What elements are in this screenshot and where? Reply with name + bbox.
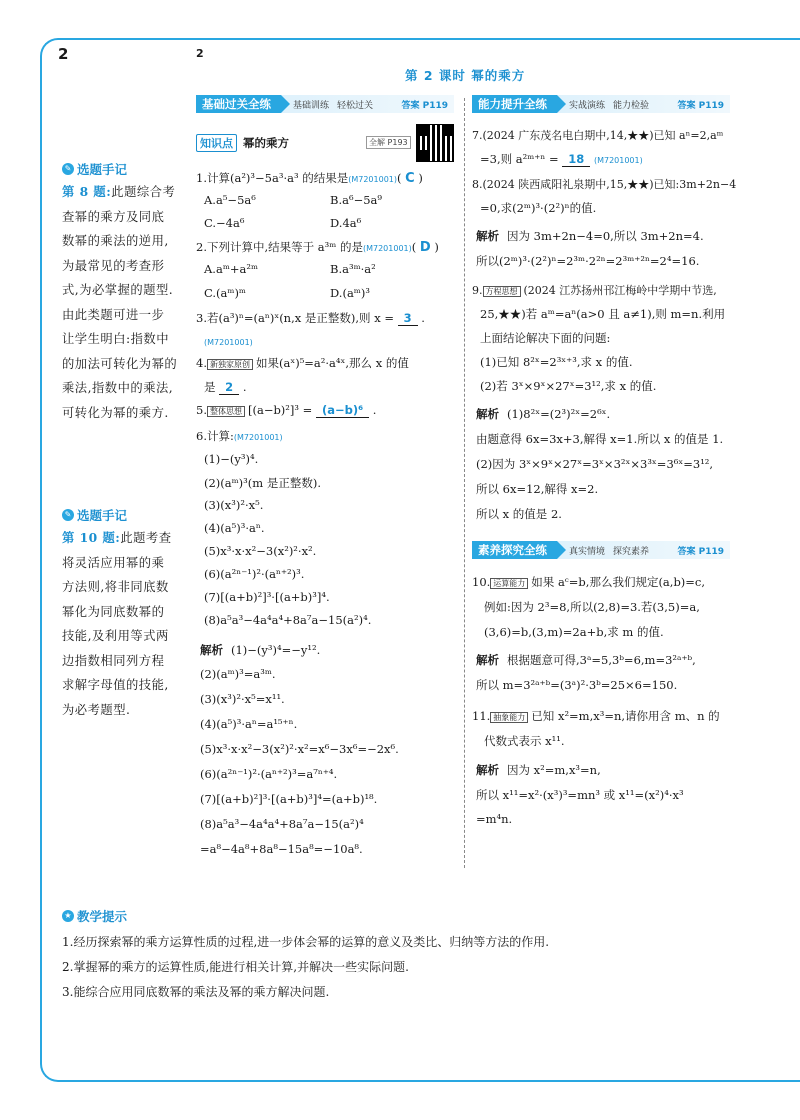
banner-sub: 基础训练 bbox=[293, 100, 330, 111]
lesson-title: 第 2 课时 幂的乘方 bbox=[405, 68, 526, 83]
note-lead: 第 10 题: bbox=[62, 530, 121, 545]
sub-item: (5)x³·x·x²−3(x²)²·x². bbox=[204, 544, 317, 558]
note-line: 为最常见的考查形 bbox=[62, 258, 165, 273]
question-code: (M7201001) bbox=[593, 156, 643, 165]
question-text: (3,6)=b,(3,m)=2a+b,求 m 的值. bbox=[484, 625, 664, 639]
teaching-tips-title bbox=[62, 907, 127, 925]
question-8-text: =0,求(2ᵐ)³·(2²)ⁿ的值. bbox=[480, 201, 597, 215]
note-line: 此题考查 bbox=[120, 531, 172, 545]
question-text: 如果 aᶜ=b,那么我们规定(a,b)=c, bbox=[531, 575, 706, 589]
note-lead: 第 8 题: bbox=[62, 184, 112, 199]
question-11 bbox=[472, 708, 720, 724]
fill-answer: (a−b)⁶ bbox=[316, 403, 369, 418]
answer-ref: 答案 P119 bbox=[401, 100, 448, 111]
question-text: 2.下列计算中,结果等于 a³ᵐ 的是 bbox=[196, 240, 363, 254]
note-title-text: 选题手记 bbox=[77, 162, 128, 177]
question-code: (M7201001) bbox=[233, 433, 283, 442]
question-5: 5. 整体思想 [(a−b)²]³ = (a−b)⁶ . bbox=[196, 403, 377, 417]
solution-line: (3)(x³)²·x⁵=x¹¹. bbox=[200, 692, 285, 706]
pencil-icon: ✎ bbox=[62, 163, 74, 175]
qr-code-icon bbox=[416, 124, 454, 162]
note-line: 的加法可转化为幂的 bbox=[62, 356, 178, 371]
solution-line: (5)x³·x·x²−3(x²)²·x²=x⁶−3x⁶=−2x⁶. bbox=[200, 742, 399, 756]
solution-9 bbox=[476, 406, 610, 422]
option: D.(aᵐ)³ bbox=[330, 286, 370, 300]
note-line: 式,为必掌握的题型. bbox=[62, 283, 174, 297]
solution-label: 解析 bbox=[476, 229, 499, 243]
full-solution-ref: 全解 P193 bbox=[366, 136, 411, 149]
banner-sub: 能力检验 bbox=[613, 100, 650, 111]
banner-tag: 能力提升全练 bbox=[472, 95, 557, 113]
question-text: 例如:因为 2³=8,所以(2,8)=3.若(3,5)=a, bbox=[484, 600, 700, 614]
solution-line: =m⁴n. bbox=[476, 812, 513, 826]
sidebar-note-1 bbox=[62, 180, 184, 425]
skill-badge: 运算能力 bbox=[490, 578, 528, 589]
banner-sub: 探究素养 bbox=[613, 546, 650, 557]
solution-line: (7)[(a+b)²]³·[(a+b)³]⁴=(a+b)¹⁸. bbox=[200, 792, 378, 806]
solution-6 bbox=[200, 642, 320, 658]
banner-sub: 真实情境 bbox=[569, 546, 606, 557]
option: D.4a⁶ bbox=[330, 216, 362, 230]
solution-label: 解析 bbox=[476, 407, 499, 421]
banner-sub: 实战演练 bbox=[569, 100, 606, 111]
note-line: 为必考题型. bbox=[62, 702, 131, 717]
solution-line: (4)(a⁵)³·aⁿ=a¹⁵⁺ⁿ. bbox=[200, 717, 298, 731]
question-text: 上面结论解决下面的问题: bbox=[480, 331, 611, 345]
question-6 bbox=[196, 428, 283, 444]
note-line: 将灵活应用幂的乘 bbox=[62, 555, 165, 570]
note-line: 幂化为同底数幂的 bbox=[62, 604, 165, 619]
solution-line: (6)(a²ⁿ⁻¹)²·(aⁿ⁺²)³=a⁷ⁿ⁺⁴. bbox=[200, 767, 338, 781]
method-badge: 整体思想 bbox=[207, 406, 245, 417]
question-number: 11. bbox=[472, 709, 491, 723]
option: B.a³ᵐ·a² bbox=[330, 262, 376, 276]
teaching-title-text: 教学提示 bbox=[77, 909, 128, 924]
question-4: 4. 新独家原创 如果(aˣ)⁵=a²·a⁴ˣ,那么 x 的值 bbox=[196, 356, 409, 370]
banner-tag: 素养探究全练 bbox=[472, 541, 557, 559]
question-code: (M7201001) bbox=[348, 175, 397, 184]
teaching-line: 3.能综合应用同底数幂的乘法及幂的乘方解决问题. bbox=[62, 985, 330, 999]
solution-8 bbox=[476, 228, 704, 244]
note-line: 让学生明白:指数中 bbox=[62, 332, 170, 346]
solution-line: (1)8²ˣ=(2³)²ˣ=2⁶ˣ. bbox=[507, 407, 611, 421]
note-line: 边指数相同列方程 bbox=[62, 653, 165, 668]
basic-banner bbox=[196, 95, 454, 113]
question-text: (2024 江苏扬州邗江梅岭中学期中节选, bbox=[523, 284, 717, 297]
ability-banner bbox=[472, 95, 730, 113]
pencil-icon: ✎ bbox=[62, 509, 74, 521]
question-text: 如果(aˣ)⁵=a²·a⁴ˣ,那么 x 的值 bbox=[255, 356, 409, 370]
note-line: 方法则,将非同底数 bbox=[62, 580, 169, 594]
question-text: 已知 x²=m,x³=n,请你用含 m、n 的 bbox=[531, 709, 720, 723]
solution-line: (1)−(y³)⁴=−y¹². bbox=[231, 643, 321, 657]
sub-item: (4)(a⁵)³·aⁿ. bbox=[204, 521, 265, 535]
solution-line: 所以(2ᵐ)³·(2²)ⁿ=2³ᵐ·2²ⁿ=2³ᵐ⁺²ⁿ=2⁴=16. bbox=[476, 254, 700, 268]
question-3: 3.若(a³)ⁿ=(aⁿ)ˣ(n,x 是正整数),则 x = 3 . bbox=[196, 311, 425, 325]
page-number: 2 bbox=[58, 45, 69, 63]
note-line: 技能,及利用等式两 bbox=[62, 629, 169, 643]
note-line: 可转化为幂的乘方. bbox=[62, 405, 169, 420]
sidebar-note-2 bbox=[62, 526, 184, 722]
column-divider bbox=[464, 98, 465, 868]
note-title-text: 选题手记 bbox=[77, 508, 128, 523]
original-badge: 新独家原创 bbox=[207, 359, 253, 370]
question-code bbox=[204, 334, 253, 348]
knowledge-point bbox=[196, 134, 289, 152]
answer-ref: 答案 P119 bbox=[677, 546, 724, 557]
option: C.−4a⁶ bbox=[204, 216, 245, 230]
note-line: 乘法,指数中的乘法, bbox=[62, 381, 174, 395]
solution-line: 所以 x¹¹=x²·(x³)³=mn³ 或 x¹¹=(x²)⁴·x³ bbox=[476, 788, 684, 802]
sub-item: (7)[(a+b)²]³·[(a+b)³]⁴. bbox=[204, 590, 330, 604]
note-line: 查幂的乘方及同底 bbox=[62, 209, 165, 224]
answer-ref: 答案 P119 bbox=[677, 100, 724, 111]
question-2: 2.下列计算中,结果等于 a³ᵐ 的是(M7201001)( D ) bbox=[196, 240, 439, 255]
question-text: 25,★★)若 aᵐ=aⁿ(a>0 且 a≠1),则 m=n.利用 bbox=[480, 307, 726, 321]
solution-line: 根据题意可得,3ᵃ=5,3ᵇ=6,m=3²ᵃ⁺ᵇ, bbox=[507, 653, 696, 667]
question-4-answer: 是 2 . bbox=[204, 380, 247, 394]
sidebar-note-title bbox=[62, 160, 127, 178]
solution-line: 因为 x²=m,x³=n, bbox=[507, 763, 601, 777]
question-number: 10. bbox=[472, 575, 491, 589]
solution-10 bbox=[476, 652, 696, 668]
question-text: 是 bbox=[204, 380, 216, 394]
question-7-line2 bbox=[480, 151, 643, 167]
solution-label: 解析 bbox=[476, 763, 499, 777]
question-text: (1)已知 8²ˣ=2³ˣ⁺³,求 x 的值. bbox=[480, 355, 633, 369]
option: C.(aᵐ)ᵐ bbox=[204, 286, 246, 300]
sub-item: (8)a⁵a³−4a⁴a⁴+8a⁷a−15(a²)⁴. bbox=[204, 613, 372, 627]
option: A.a⁵−5a⁶ bbox=[204, 193, 256, 207]
answer-choice: D bbox=[419, 240, 431, 255]
teaching-line: 2.掌握幂的乘方的运算性质,能进行相关计算,并解决一些实际问题. bbox=[62, 960, 409, 974]
solution-label: 解析 bbox=[200, 643, 223, 657]
option: A.aᵐ+a²ᵐ bbox=[204, 262, 259, 276]
solution-label: 解析 bbox=[476, 653, 499, 667]
question-text: 6.计算: bbox=[196, 429, 234, 443]
knowledge-box: 知识点 bbox=[196, 134, 237, 152]
solution-line: =a⁸−4a⁸+8a⁸−15a⁸=−10a⁸. bbox=[200, 842, 363, 856]
question-text: 代数式表示 x¹¹. bbox=[484, 734, 565, 748]
solution-line: 所以 6x=12,解得 x=2. bbox=[476, 482, 599, 496]
sub-item: (1)−(y³)⁴. bbox=[204, 452, 259, 466]
code-text: (M7201001) bbox=[204, 338, 253, 347]
option: B.a⁶−5a⁹ bbox=[330, 193, 382, 207]
page-number-small: 2 bbox=[196, 47, 204, 60]
fill-answer: 18 bbox=[562, 152, 590, 167]
question-text: 1.计算(a²)³−5a³·a³ 的结果是 bbox=[196, 171, 349, 185]
note-line: 由此类题可进一步 bbox=[62, 307, 165, 322]
answer-choice: C bbox=[405, 171, 415, 186]
method-badge: 方程思想 bbox=[483, 286, 521, 297]
fill-answer: 3 bbox=[398, 311, 418, 326]
question-number: 5. bbox=[196, 403, 207, 417]
solution-line: (2)(aᵐ)³=a³ᵐ. bbox=[200, 667, 276, 681]
banner-tag: 基础过关全练 bbox=[196, 95, 281, 113]
knowledge-title: 幂的乘方 bbox=[243, 136, 289, 150]
sidebar-note-title bbox=[62, 506, 127, 524]
question-10 bbox=[472, 574, 705, 590]
teaching-line: 1.经历探索幂的乘方运算性质的过程,进一步体会幂的运算的意义及类比、归纳等方法的作用. bbox=[62, 935, 550, 949]
solution-line: (8)a⁵a³−4a⁴a⁴+8a⁷a−15(a²)⁴ bbox=[200, 817, 364, 831]
note-line: 数幂的乘法的逆用, bbox=[62, 234, 169, 248]
question-text: 3.若(a³)ⁿ=(aⁿ)ˣ(n,x 是正整数),则 x = bbox=[196, 311, 394, 325]
sub-item: (6)(a²ⁿ⁻¹)²·(aⁿ⁺²)³. bbox=[204, 567, 305, 581]
fill-answer: 2 bbox=[219, 380, 239, 395]
sub-item: (2)(aᵐ)³(m 是正整数). bbox=[204, 476, 321, 490]
literacy-banner bbox=[472, 541, 730, 559]
question-number: 9. bbox=[472, 284, 483, 297]
question-1: 1.计算(a²)³−5a³·a³ 的结果是(M7201001)( C ) bbox=[196, 171, 423, 186]
question-text: (2)若 3ˣ×9ˣ×27ˣ=3¹²,求 x 的值. bbox=[480, 379, 657, 393]
question-8-text: 8.(2024 陕西咸阳礼泉期中,15,★★)已知:3m+2n−4 bbox=[472, 178, 737, 191]
sub-item: (3)(x³)²·x⁵. bbox=[204, 498, 264, 512]
solution-line: 因为 3m+2n−4=0,所以 3m+2n=4. bbox=[507, 229, 704, 243]
solution-line: 由题意得 6x=3x+3,解得 x=1.所以 x 的值是 1. bbox=[476, 432, 724, 446]
solution-line: 所以 x 的值是 2. bbox=[476, 507, 562, 521]
solution-line: 所以 m=3²ᵃ⁺ᵇ=(3ᵃ)²·3ᵇ=25×6=150. bbox=[476, 678, 678, 692]
note-line: 此题综合考 bbox=[111, 185, 176, 199]
question-text: =3,则 a²ᵐ⁺ⁿ = bbox=[480, 152, 559, 166]
question-code: (M7201001) bbox=[362, 244, 412, 253]
skill-badge: 抽象能力 bbox=[490, 712, 528, 723]
solution-11 bbox=[476, 762, 601, 778]
banner-sub: 轻松过关 bbox=[337, 100, 374, 111]
lightbulb-icon: ★ bbox=[62, 910, 74, 922]
solution-line: (2)因为 3ˣ×9ˣ×27ˣ=3ˣ×3²ˣ×3³ˣ=3⁶ˣ=3¹², bbox=[476, 457, 714, 471]
question-9 bbox=[472, 282, 717, 298]
question-7-text: 7.(2024 广东茂名电白期中,14,★★)已知 aⁿ=2,aᵐ bbox=[472, 129, 724, 142]
note-line: 求解字母值的技能, bbox=[62, 678, 169, 692]
question-text: [(a−b)²]³ = bbox=[247, 403, 313, 417]
